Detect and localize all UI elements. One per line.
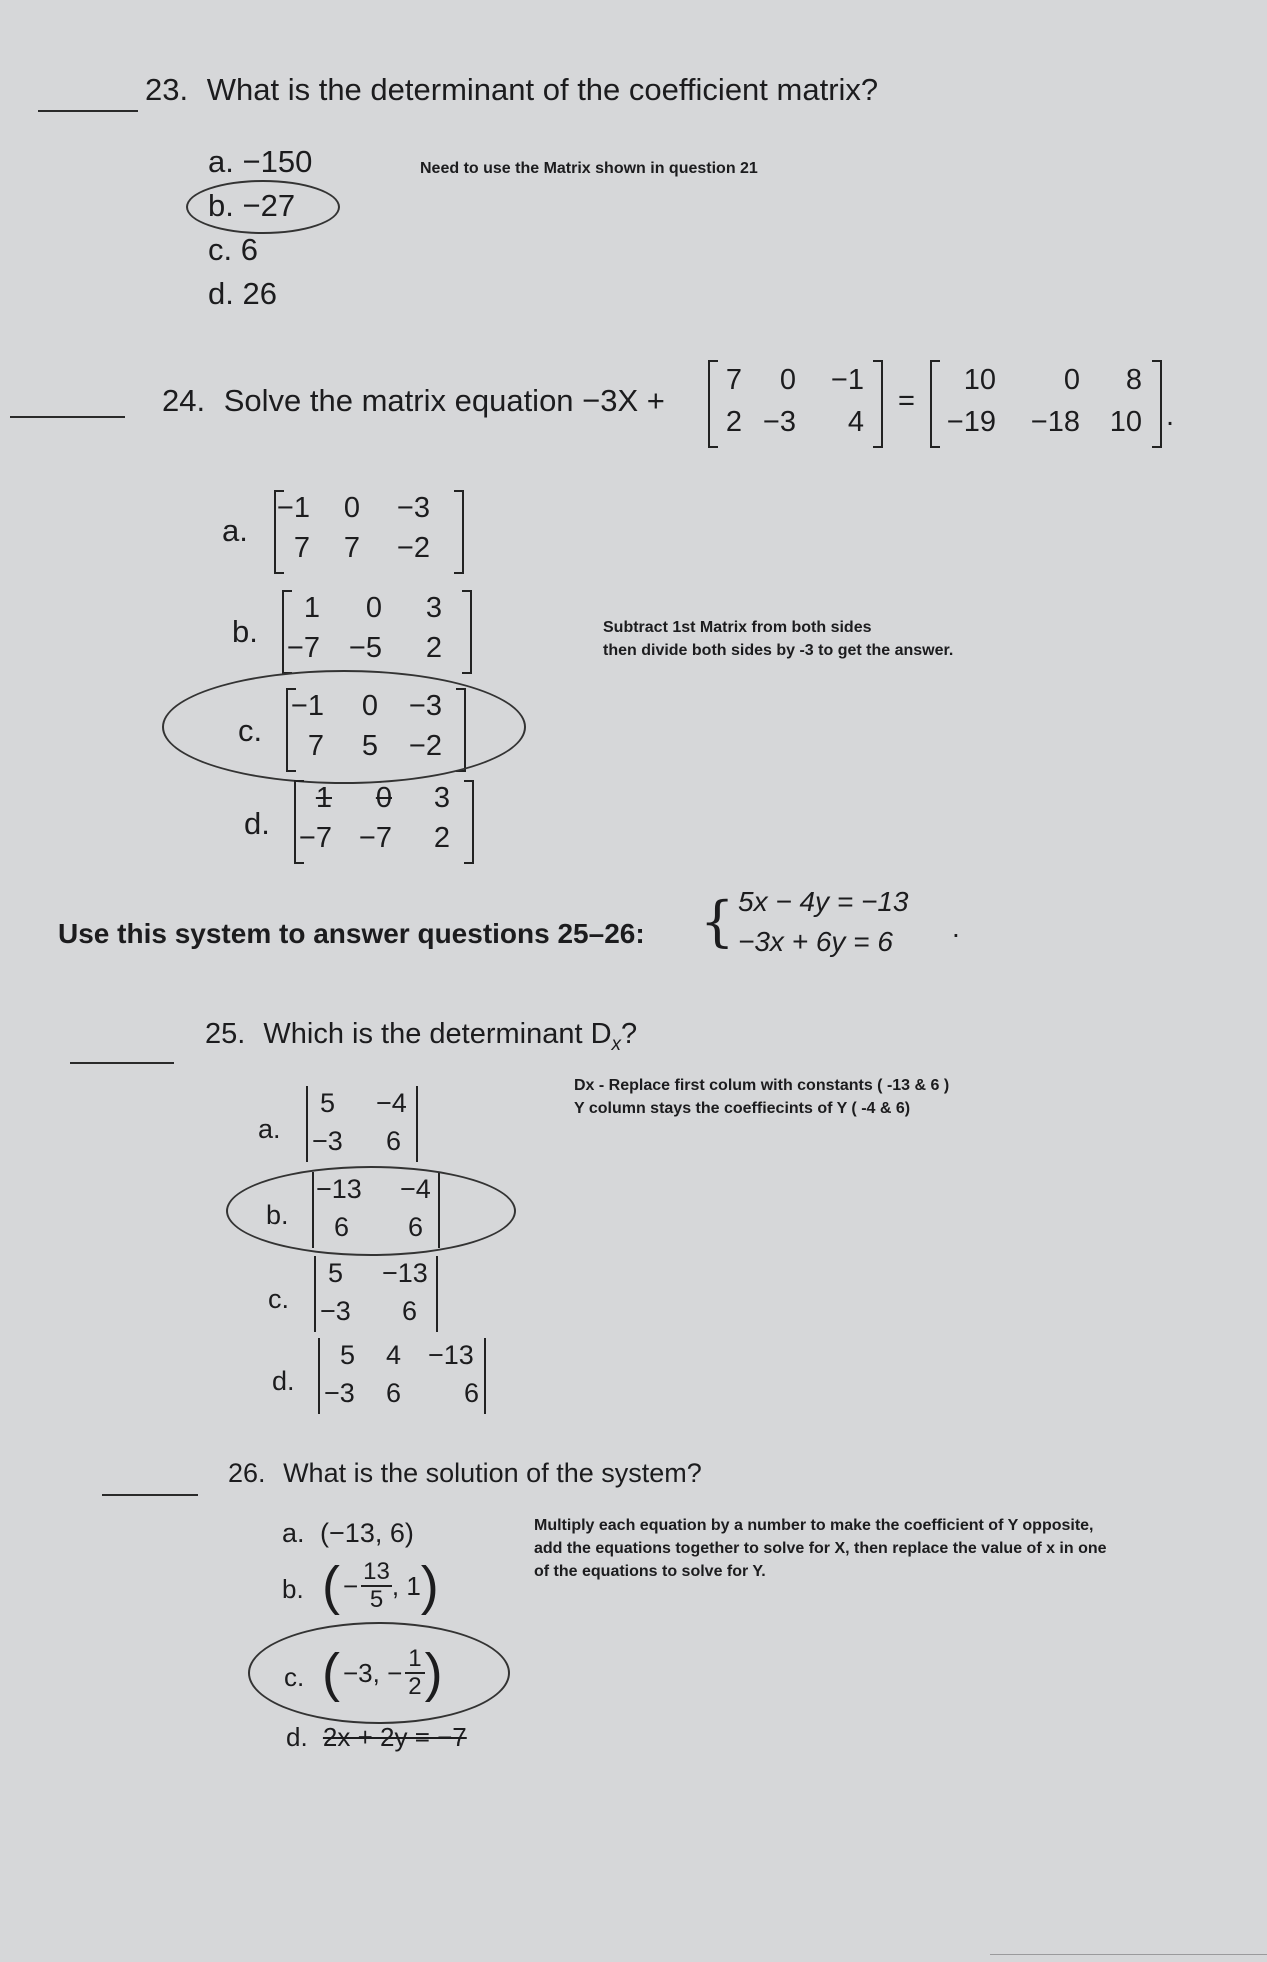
note-25-line2: Y column stays the coeffiecints of Y ( -4 & 6) — [574, 1100, 911, 1117]
answer-blank-26[interactable] — [102, 1494, 198, 1496]
matrix-cell: 7 — [307, 730, 324, 762]
matrix-cell: −2 — [408, 730, 442, 762]
matrix-cell: −3 — [396, 492, 430, 524]
option-26a[interactable] — [282, 1518, 414, 1549]
matrix-cell: 7 — [343, 532, 360, 564]
matrix-cell: −19 — [946, 406, 996, 438]
option-24b-letter[interactable]: b. — [232, 614, 258, 649]
question-24 — [162, 383, 665, 419]
system-equation-1: 5x − 4y = −13 — [738, 886, 909, 917]
question-26 — [228, 1458, 702, 1489]
matrix-cell: 1 — [303, 592, 320, 624]
det-cell: −13 — [428, 1340, 474, 1370]
det-bar — [484, 1338, 486, 1414]
det-cell: 5 — [328, 1258, 344, 1288]
option-25d-det — [318, 1338, 486, 1414]
question-text: What is the solution of the system? — [283, 1458, 702, 1488]
matrix-cell: 7 — [293, 532, 310, 564]
det-cell: −3 — [324, 1378, 355, 1408]
det-bar — [306, 1086, 308, 1162]
bracket-right — [1152, 360, 1162, 448]
note-26-line2: add the equations together to solve for X, then replace the value of x in one — [534, 1540, 1107, 1557]
answer-circle-24 — [162, 670, 526, 784]
matrix-cell: 3 — [425, 592, 442, 624]
paren-right: ) — [420, 1556, 439, 1616]
det-cell: 5 — [320, 1088, 336, 1118]
option-25a-det — [306, 1086, 418, 1162]
matrix-cell: 5 — [361, 730, 378, 762]
det-cell: −4 — [376, 1088, 407, 1118]
answer-blank-24[interactable] — [10, 416, 125, 418]
note-26-line3: of the equations to solve for Y. — [534, 1563, 766, 1580]
note-26-line1: Multiply each equation by a number to make the coefficient of Y opposite, — [534, 1517, 1094, 1534]
det-cell: 6 — [408, 1212, 424, 1242]
bracket-left — [930, 360, 940, 448]
det-cell: 6 — [464, 1378, 480, 1408]
det-cell: 6 — [386, 1126, 402, 1156]
paren-left: ( — [322, 1643, 340, 1703]
system-equation-2: −3x + 6y = 6 — [738, 926, 893, 957]
option-letter: a. — [282, 1518, 305, 1548]
fraction-sign: − — [342, 1570, 359, 1601]
option-letter: b. — [282, 1574, 304, 1604]
option-25d-letter[interactable]: d. — [272, 1366, 295, 1396]
option-23a[interactable] — [208, 144, 312, 180]
note-23: Need to use the Matrix shown in question 21 — [420, 160, 758, 177]
matrix-cell: −7 — [298, 822, 332, 854]
option-26d[interactable] — [286, 1722, 467, 1753]
det-cell: 6 — [386, 1378, 402, 1408]
option-25b-letter[interactable]: b. — [266, 1200, 289, 1230]
matrix-cell: −5 — [348, 632, 382, 664]
matrix-cell: −1 — [276, 492, 310, 524]
denominator: 2 — [408, 1673, 422, 1700]
note-24-line1: Subtract 1st Matrix from both sides — [603, 619, 872, 636]
question-number: 25. — [205, 1018, 246, 1050]
note-25-line1: Dx - Replace first colum with constants ( -13 & 6 ) — [574, 1077, 950, 1094]
matrix-cell: −3 — [762, 406, 796, 438]
matrix-cell: 0 — [361, 690, 378, 722]
option-letter: a. — [208, 144, 234, 179]
matrix-cell: 0 — [1063, 364, 1080, 396]
option-letter: c. — [208, 232, 233, 267]
det-bar — [436, 1256, 438, 1332]
option-suffix: , 1 — [391, 1570, 421, 1601]
question-number: 24. — [162, 383, 206, 418]
option-value: 2x + 2y = −7 — [322, 1722, 467, 1752]
option-letter: d. — [208, 276, 234, 311]
system-label: Use this system to answer questions 25–26: — [58, 918, 645, 949]
matrix-cell: −1 — [830, 364, 864, 396]
option-23c[interactable] — [208, 232, 258, 268]
matrix-cell: 2 — [425, 632, 442, 664]
numerator: 13 — [363, 1558, 390, 1585]
matrix-cell: 2 — [433, 822, 450, 854]
option-value: (−13, 6) — [320, 1518, 414, 1548]
option-letter: b. — [208, 188, 234, 223]
matrix-cell: 10 — [963, 364, 996, 396]
answer-blank-23[interactable] — [38, 110, 138, 112]
det-cell: 5 — [340, 1340, 356, 1370]
matrix-b — [930, 360, 1162, 448]
matrix-cell: 0 — [375, 782, 392, 814]
matrix-cell: −18 — [1030, 406, 1080, 438]
option-prefix: −3, − — [342, 1657, 403, 1688]
matrix-cell: −2 — [396, 532, 430, 564]
answer-circle-26 — [248, 1622, 510, 1724]
matrix-cell: 0 — [343, 492, 360, 524]
bracket-right — [873, 360, 883, 448]
question-number: 23. — [145, 72, 189, 107]
bracket-right — [462, 590, 472, 674]
option-value: −27 — [242, 188, 296, 223]
question-text: Solve the matrix equation −3X + — [223, 383, 665, 418]
matrix-cell: 1 — [315, 782, 332, 814]
denominator: 5 — [369, 1586, 384, 1613]
fraction — [361, 1559, 392, 1613]
option-25a-letter[interactable]: a. — [258, 1114, 281, 1144]
note-24-line2: then divide both sides by -3 to get the answer. — [603, 642, 954, 659]
option-value: 26 — [242, 276, 277, 311]
matrix-cell: 3 — [433, 782, 450, 814]
option-letter: d. — [286, 1722, 308, 1752]
question-23 — [145, 72, 878, 108]
option-letter: c. — [284, 1662, 305, 1692]
question-text: Which is the determinant D — [263, 1018, 612, 1050]
matrix-cell: −3 — [408, 690, 442, 722]
det-cell: −3 — [320, 1296, 351, 1326]
option-24a-matrix — [274, 490, 464, 574]
det-bar — [314, 1256, 316, 1332]
matrix-cell: −1 — [290, 690, 324, 722]
det-cell: 6 — [402, 1296, 418, 1326]
matrix-cell: 0 — [779, 364, 796, 396]
option-24d-letter[interactable]: d. — [244, 806, 270, 841]
period: . — [952, 912, 960, 943]
question-number: 26. — [228, 1458, 266, 1488]
det-cell: −13 — [316, 1174, 362, 1204]
option-24a-letter[interactable]: a. — [222, 513, 248, 548]
option-23d[interactable] — [208, 276, 277, 312]
answer-circle-25 — [226, 1166, 516, 1256]
period: . — [1166, 400, 1175, 432]
matrix-cell: −7 — [358, 822, 392, 854]
page-edge — [990, 1954, 1267, 1955]
det-cell: −3 — [312, 1126, 343, 1156]
bracket-right — [454, 490, 464, 574]
option-25c-letter[interactable]: c. — [268, 1284, 290, 1314]
paren-left: ( — [322, 1556, 340, 1616]
option-24b-matrix — [282, 590, 472, 674]
matrix-cell: −7 — [286, 632, 320, 664]
det-cell: −4 — [400, 1174, 431, 1204]
option-value: −150 — [242, 144, 313, 179]
question-25 — [205, 1018, 637, 1056]
option-value: 6 — [240, 232, 258, 267]
option-26b[interactable] — [282, 1574, 304, 1605]
matrix-cell: 0 — [365, 592, 382, 624]
subscript: x — [611, 1033, 622, 1055]
matrix-cell: 7 — [725, 364, 742, 396]
question-text: What is the determinant of the coefficient matrix? — [206, 72, 879, 107]
det-cell: 6 — [334, 1212, 350, 1242]
matrix-cell: 10 — [1109, 406, 1142, 438]
matrix-cell: 8 — [1125, 364, 1142, 396]
det-bar — [318, 1338, 320, 1414]
det-cell: 4 — [386, 1340, 402, 1370]
bracket-right — [464, 780, 474, 864]
answer-blank-25[interactable] — [70, 1062, 174, 1064]
matrix-cell: 2 — [725, 406, 742, 438]
matrix-a — [708, 360, 883, 448]
det-bar — [416, 1086, 418, 1162]
system-brace: { — [700, 890, 735, 953]
equals-sign: = — [898, 385, 915, 417]
option-25c-det — [314, 1256, 438, 1332]
paren-right: ) — [424, 1643, 443, 1703]
answer-circle-23 — [186, 180, 340, 234]
option-24d-matrix — [294, 780, 474, 864]
option-26b-value — [322, 1552, 439, 1620]
question-mark: ? — [621, 1018, 638, 1050]
option-24c-letter[interactable]: c. — [238, 713, 263, 748]
matrix-cell: 4 — [847, 406, 864, 438]
det-cell: −13 — [382, 1258, 428, 1288]
numerator: 1 — [405, 1646, 424, 1674]
